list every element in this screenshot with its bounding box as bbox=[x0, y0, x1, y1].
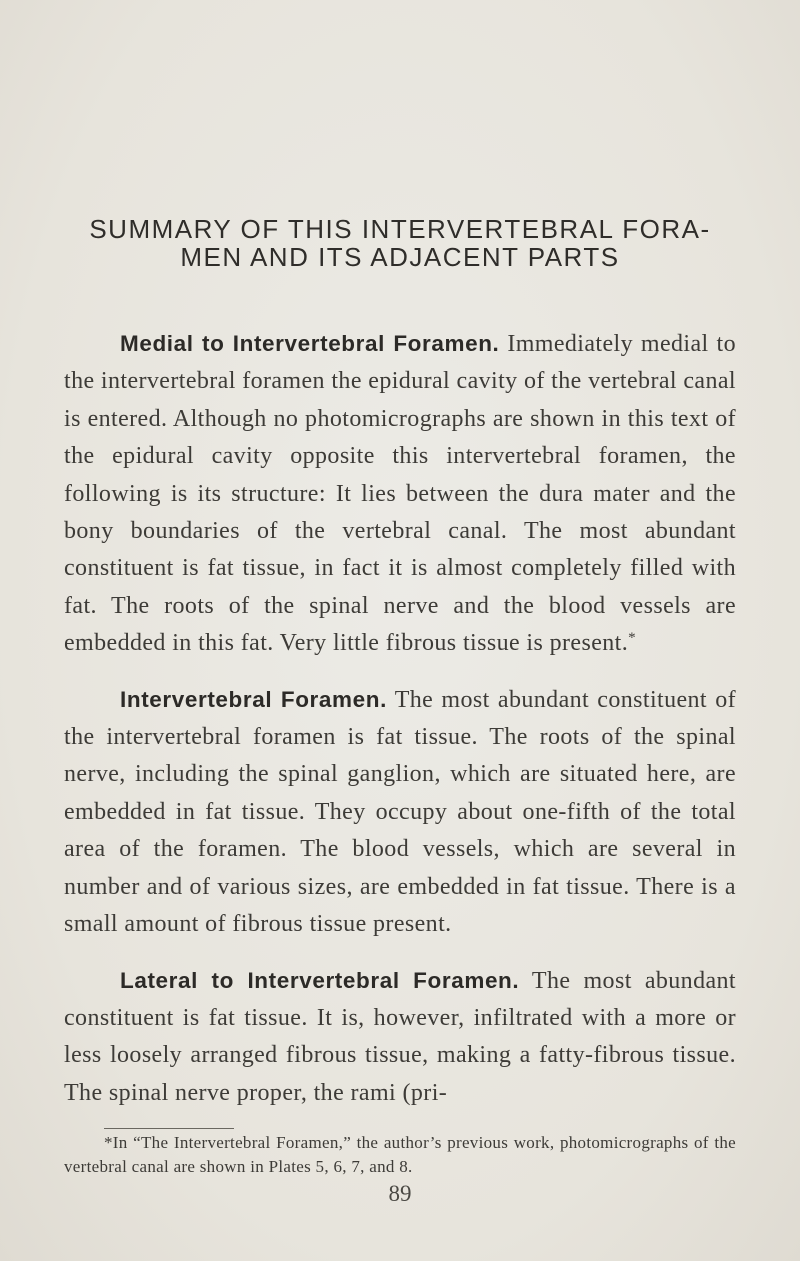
footnote: *In “The Intervertebral Foramen,” the author’s previous work, photomicrographs of the vertebral canal are shown in Plates 5, 6, 7, and 8. bbox=[64, 1133, 736, 1176]
paragraph-foramen bbox=[64, 681, 736, 944]
paragraph-heading: Lateral to Intervertebral Foramen. bbox=[120, 967, 520, 993]
footnote-divider bbox=[104, 1128, 234, 1129]
paragraph-text: The most abundant constituent is fat tissue. It is, however, infiltrated with a more or less loosely arranged fibrous tissue, making a fatty-fibrous tissue. The spinal nerve proper, the rami (pri- bbox=[64, 967, 737, 1106]
paragraph-heading: Intervertebral Foramen. bbox=[120, 686, 387, 712]
page-number: 89 bbox=[388, 1181, 412, 1206]
paragraph-medial bbox=[64, 325, 736, 663]
chapter-title-line-1: SUMMARY OF THIS INTERVERTEBRAL FORA- bbox=[89, 214, 711, 244]
chapter-title-line-2: MEN AND ITS ADJACENT PARTS bbox=[180, 242, 620, 272]
paragraph-heading: Medial to Intervertebral Foramen. bbox=[120, 331, 500, 356]
paragraph-text: Immediately medial to the intervertebral foramen the epidural cavity of the vertebral canal is entered. Although no photomicrographs are shown in this text of the epidural cavity opposite this intervertebral foramen, the following is its structure: It lies between the dura mater and the bony boundaries of the vertebral canal. The most abundant constituent is fat tissue, in fact it is almost completely filled with fat. The roots of the spinal nerve and the blood vessels are embedded in this fat. Very little fibrous tissue is present. bbox=[64, 331, 736, 657]
body-text bbox=[64, 325, 736, 1112]
footnote-marker: * bbox=[628, 630, 637, 647]
paragraph-text: The most abundant constituent of the intervertebral foramen is fat tissue. The roots of the spinal nerve, including the spinal ganglion, which are situated here, are embedded in fat tissue. They occupy about one-fifth of the total area of the foramen. The blood vessels, which are several in number and of various sizes, are embedded in fat tissue. There is a small amount of fibrous tissue present. bbox=[64, 686, 736, 938]
paragraph-lateral bbox=[64, 962, 736, 1113]
chapter-title bbox=[64, 215, 736, 271]
